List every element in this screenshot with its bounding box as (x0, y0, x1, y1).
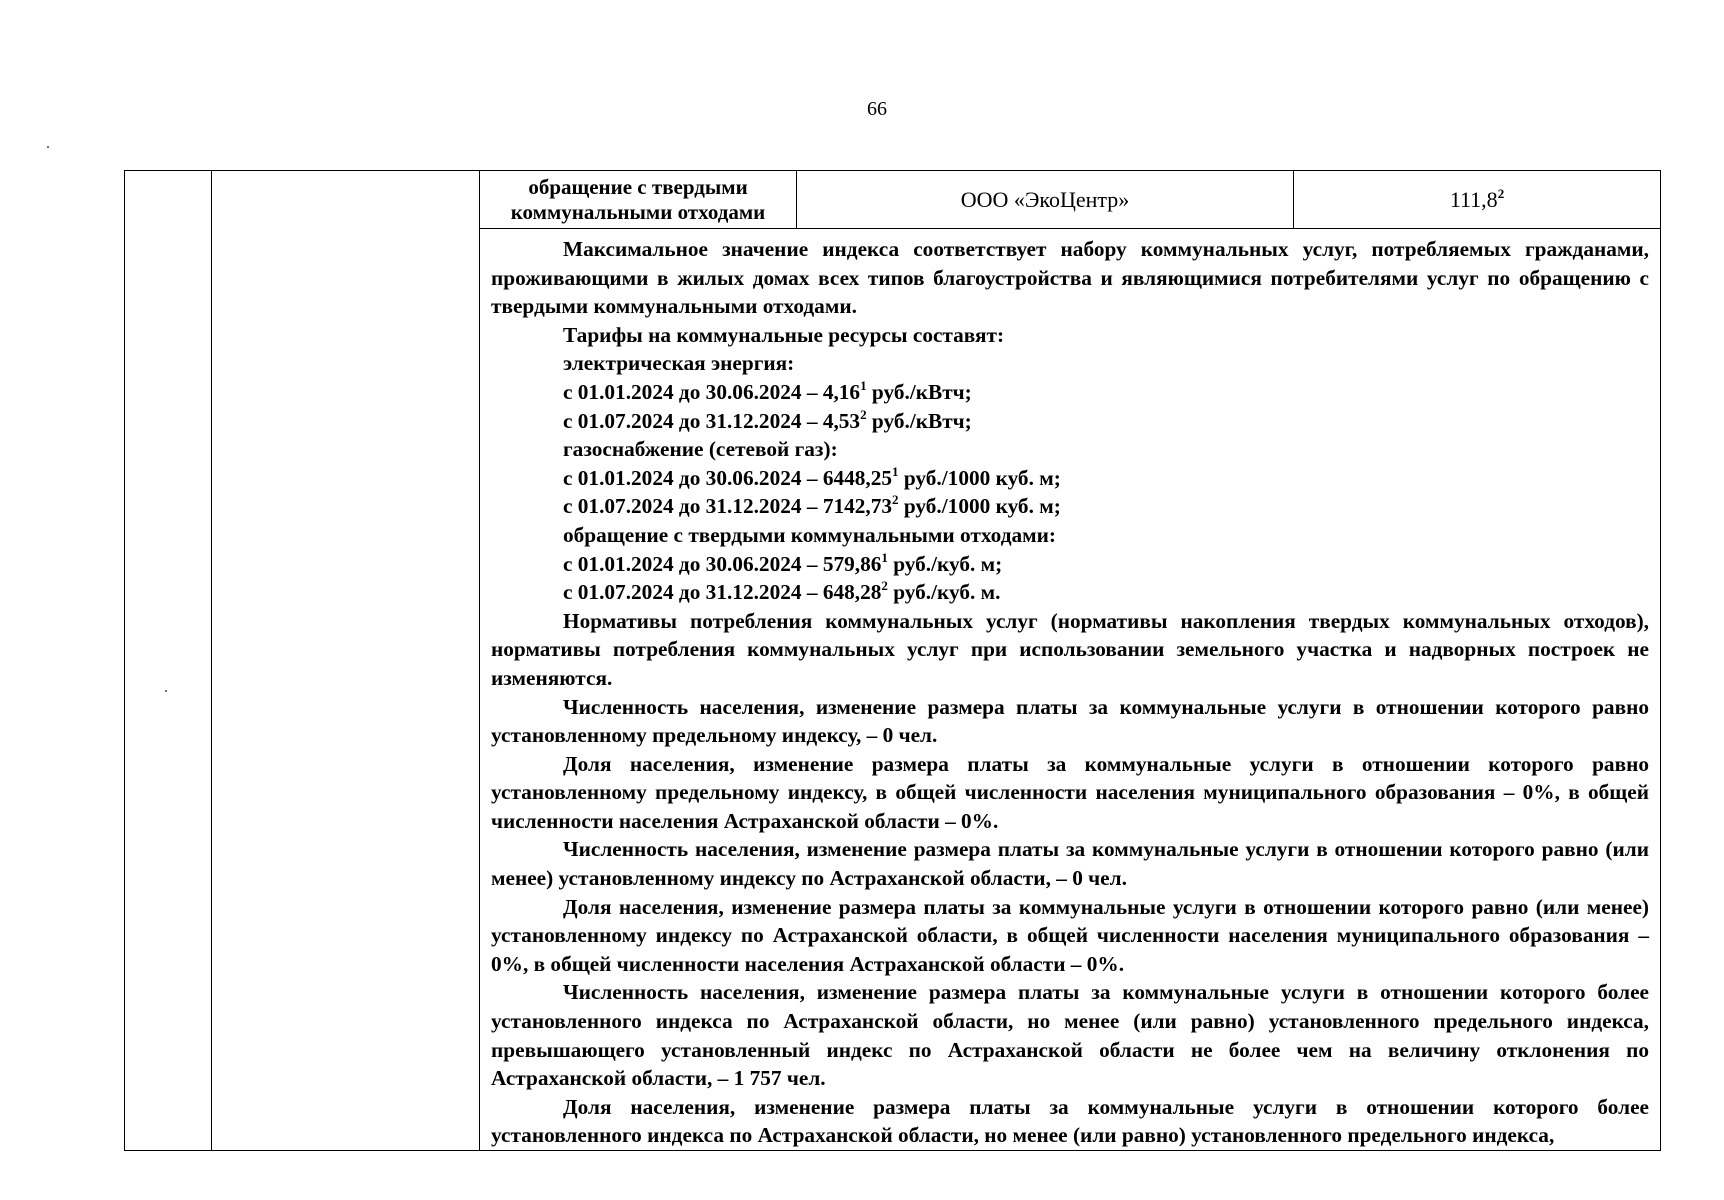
provider-name: ООО «ЭкоЦентр» (960, 186, 1130, 212)
tariff-unit: руб./кВтч; (866, 379, 972, 404)
tariff-list (491, 349, 1649, 606)
table-row-header (125, 171, 1661, 229)
tariff-heading: обращение с твердыми коммунальными отходами: (563, 522, 1056, 547)
tariff-item (491, 578, 1649, 607)
tariff-footnote: 1 (892, 463, 899, 479)
tariff-footnote: 2 (892, 492, 899, 508)
tariffs-intro: Тарифы на коммунальные ресурсы составят: (563, 322, 1005, 347)
paragraph-share-above-region: Доля населения, изменение размера платы за коммунальные услуги в отношении которого более установленного индекса по Астраханской области, но менее (или равно) установленного предельного индекса, (491, 1094, 1649, 1148)
tariff-footnote: 1 (881, 549, 888, 565)
tariff-period-value: с 01.07.2024 до 31.12.2024 – 648,28 (563, 580, 882, 605)
index-value: 111,8 (1449, 186, 1498, 212)
description-cell (480, 229, 1661, 1151)
paragraph-share-equal-limit: Доля населения, изменение размера платы за коммунальные услуги в отношении которого равно установленному предельному индексу, в общей численности населения муниципального образования – 0%, в общей численности населения Астраханской области – 0%. (491, 751, 1649, 833)
table-cell-number (125, 171, 212, 1151)
tariff-heading: электрическая энергия: (563, 351, 795, 376)
tariff-item (491, 378, 1649, 407)
tariff-unit: руб./кВтч; (866, 408, 972, 433)
tariff-footnote: 2 (860, 406, 867, 422)
document-table (124, 170, 1661, 1151)
tariff-item (491, 550, 1649, 579)
paragraph-norms: Нормативы потребления коммунальных услуг (нормативы накопления твердых коммунальных отходов), нормативы потребления коммунальных услуг при использовании земельного участка и надворных построек не изменяются. (491, 608, 1649, 690)
service-name: обращение с твердыми коммунальными отходами (510, 174, 766, 224)
index-footnote: 2 (1497, 185, 1505, 201)
tariff-item (491, 464, 1649, 493)
provider-cell (797, 171, 1294, 229)
description-text (480, 229, 1660, 1150)
tariff-period-value: с 01.01.2024 до 30.06.2024 – 579,86 (563, 551, 882, 576)
service-cell (480, 171, 797, 229)
tariff-heading: газоснабжение (сетевой газ): (563, 437, 838, 462)
tariff-period-value: с 01.07.2024 до 31.12.2024 – 7142,73 (563, 494, 893, 519)
paragraph-share-le-region: Доля населения, изменение размера платы за коммунальные услуги в отношении которого равно (или менее) установленному индексу по Астраханской области, в общей численности населения муниципального образования – 0%, в общей численности населения Астраханской области – 0%. (491, 894, 1649, 976)
paragraph-count-above-region: Численность населения, изменение размера платы за коммунальные услуги в отношении которого более установленного индекса по Астраханской области, но менее (или равно) установленного предельного индекса, превышающего установленный индекс по Астраханской области не более чем на величину отклонения по Астраханской области, – 1 757 чел. (491, 980, 1649, 1091)
paragraph-count-equal-limit: Численность населения, изменение размера платы за коммунальные услуги в отношении которого равно установленному предельному индексу, – 0 чел. (491, 694, 1649, 748)
paragraph-max-index: Максимальное значение индекса соответствует набору коммунальных услуг, потребляемых гражданами, проживающими в жилых домах всех типов благоустройства и являющимися потребителями услуг по обращению с твердыми коммунальными отходами. (491, 237, 1649, 319)
paragraph-count-le-region: Численность населения, изменение размера платы за коммунальные услуги в отношении которого равно (или менее) установленному индексу по Астраханской области, – 0 чел. (491, 837, 1649, 891)
tariff-unit: руб./куб. м; (887, 551, 1003, 576)
tariff-item (491, 492, 1649, 521)
tariff-period-value: с 01.01.2024 до 30.06.2024 – 4,16 (563, 379, 861, 404)
scan-speck (47, 146, 49, 148)
table-cell-municipality (212, 171, 480, 1151)
tariff-unit: руб./куб. м. (887, 580, 1001, 605)
tariff-footnote: 2 (881, 578, 888, 594)
tariff-period-value: с 01.01.2024 до 30.06.2024 – 6448,25 (563, 465, 893, 490)
index-cell (1294, 171, 1661, 229)
tariff-period-value: с 01.07.2024 до 31.12.2024 – 4,53 (563, 408, 861, 433)
tariff-footnote: 1 (860, 377, 867, 393)
tariff-item (491, 407, 1649, 436)
tariff-unit: руб./1000 куб. м; (898, 494, 1061, 519)
page-number: 66 (867, 98, 887, 120)
tariff-unit: руб./1000 куб. м; (898, 465, 1061, 490)
